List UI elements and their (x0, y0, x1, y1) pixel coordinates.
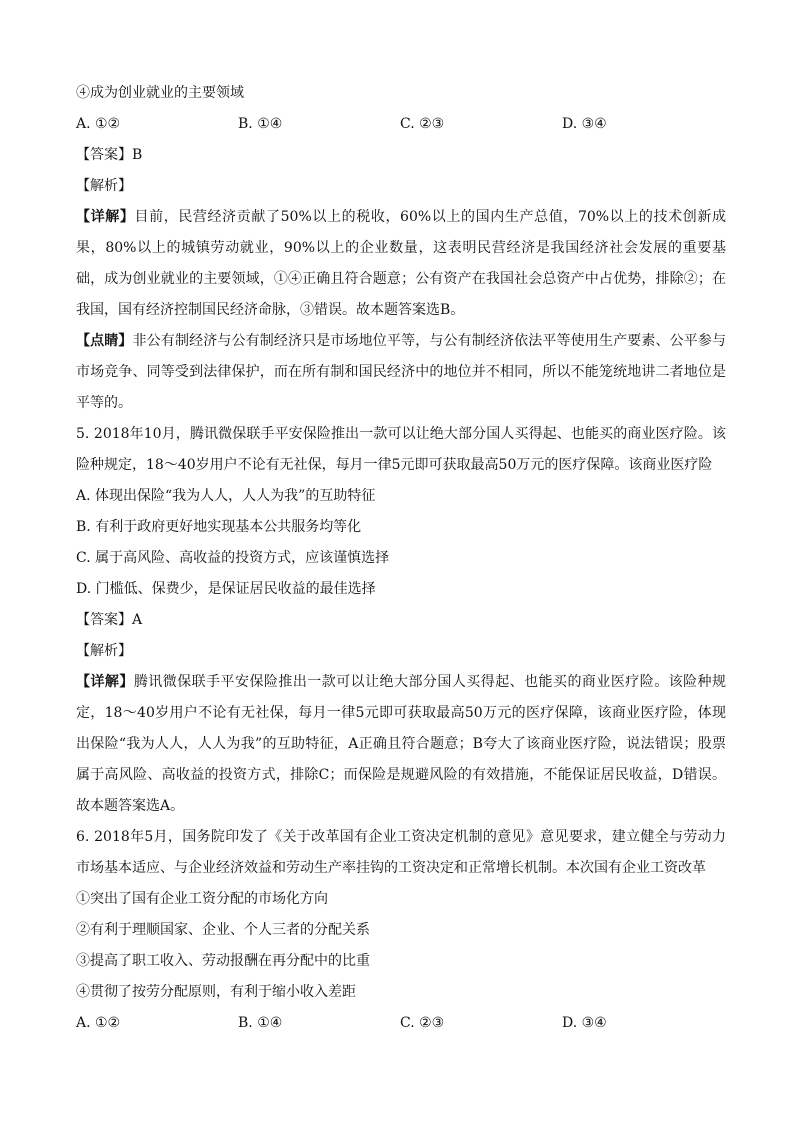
q5-option-d: D. 门槛低、保费少，是保证居民收益的最佳选择 (76, 581, 376, 597)
q4-tip-text: 非公有制经济与公有制经济只是市场地位平等，与公有制经济依法平等使用生产要素、公平参与市场竞争、同等受到法律保护，而在所有制和国民经济中的地位并不相同，所以不能笼统地讲二者地位是平等的。 (76, 333, 727, 411)
q5-option-a: A. 体现出保险“我为人人，人人为我”的互助特征 (76, 488, 376, 504)
q4-detail-text: 目前，民营经济贡献了50%以上的税收，60%以上的国内生产总值，70%以上的技术创新成果，80%以上的城镇劳动就业，90%以上的企业数量，这表明民营经济是我国经济社会发展的重要基础，成为创业就业的主要领域，①④正确且符合题意；公有资产在我国社会总资产中占优势，排除②；在我国，国有经济控制国民经济命脉，③错误。故本题答案选B。 (76, 209, 726, 318)
q4-statement-4: ④成为创业就业的主要领域 (76, 85, 244, 101)
q4-analysis-label: 【解析】 (76, 178, 132, 194)
q5-stem: 5. 2018年10月，腾讯微保联手平安保险推出一款可以让绝大部分国人买得起、也能买的商业医疗险。该险种规定，18～40岁用户不论有无社保，每月一律5元即可获取最高50万元的医疗保障。该商业医疗险 (76, 426, 726, 473)
q6-option-c: C. ②③ (400, 1015, 445, 1031)
q4-tip-tag: 【点睛】 (76, 333, 133, 349)
q4-option-c: C. ②③ (400, 116, 445, 132)
q5-detail (76, 667, 726, 822)
q6-options (76, 1008, 726, 1039)
document-page (76, 78, 726, 1039)
q4-option-a: A. ①② (76, 116, 121, 132)
q6-option-b: B. ①④ (238, 1015, 283, 1031)
q5-analysis-label: 【解析】 (76, 643, 132, 659)
q5-answer: 【答案】A (76, 612, 143, 628)
q4-option-d: D. ③④ (562, 116, 607, 132)
q5-detail-tag: 【详解】 (76, 674, 134, 690)
q4-tip (76, 326, 726, 419)
q4-detail-tag: 【详解】 (76, 209, 135, 225)
q5-detail-text: 腾讯微保联手平安保险推出一款可以让绝大部分国人买得起、也能买的商业医疗险。该险种规定，18～40岁用户不论有无社保，每月一律5元即可获取最高50万元的医疗保障，该商业医疗险，体现出保险“我为人人，人人为我”的互助特征，A正确且符合题意；B夸大了该商业医疗险，说法错误；股票属于高风险、高收益的投资方式，排除C；而保险是规避风险的有效措施，不能保证居民收益，D错误。故本题答案选A。 (76, 674, 727, 814)
q6-statement-2: ②有利于理顺国家、企业、个人三者的分配关系 (76, 922, 370, 938)
q4-detail (76, 202, 726, 326)
q6-statement-4: ④贯彻了按劳分配原则，有利于缩小收入差距 (76, 984, 356, 1000)
q6-statement-1: ①突出了国有企业工资分配的市场化方向 (76, 891, 328, 907)
q6-option-d: D. ③④ (562, 1015, 607, 1031)
q4-options (76, 109, 726, 140)
q6-statement-3: ③提高了职工收入、劳动报酬在再分配中的比重 (76, 953, 370, 969)
q4-option-b: B. ①④ (238, 116, 283, 132)
q6-option-a: A. ①② (76, 1015, 121, 1031)
q5-option-c: C. 属于高风险、高收益的投资方式，应该谨慎选择 (76, 550, 390, 566)
q5-option-b: B. 有利于政府更好地实现基本公共服务均等化 (76, 519, 362, 535)
q6-stem: 6. 2018年5月，国务院印发了《关于改革国有企业工资决定机制的意见》意见要求，建立健全与劳动力市场基本适应、与企业经济效益和劳动生产率挂钩的工资决定和正常增长机制。本次国有企业工资改革 (76, 829, 726, 876)
q4-answer: 【答案】B (76, 147, 143, 163)
